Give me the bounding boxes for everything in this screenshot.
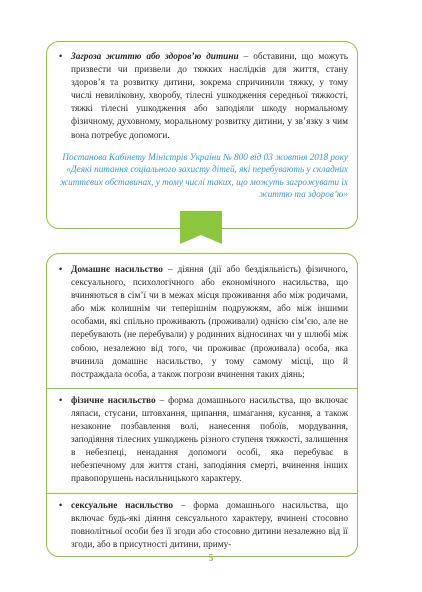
definition-term: фізичне насильство: [71, 395, 156, 406]
definition-term: сексуальне насильство: [71, 500, 174, 511]
definition-term: Домашнє насильство: [71, 265, 163, 275]
bullet-marker: •: [59, 265, 63, 275]
definition-text: – обставини, що можуть призвести чи призвели до тяжких наслідків для життя, стану здоров’я та розвитку дитини, зокрема спричинили тяжку, у тому числі невиліковну, хворобу, тілесні ушкодження середньої тяжкості, тяжкі тілесні ушкодження або заподіяли шкоду нормальному фізичному, духовному, моральному розвитку дитини, у зв’язку з чим вона потребує допомоги.: [71, 52, 348, 141]
page-number: 5: [208, 553, 214, 564]
bullet-marker: •: [59, 52, 63, 62]
definition-text: – форма домашнього насильства, що включає ляпаси, стусани, штовхання, щипання, шмагання, кусання, а також незаконне позбавлення волі, нанесення побоїв, мордування, заподіяння тілесних ушкоджень різного ступеня тяжкості, залишення в небезпеці, ненадання допомоги особі, яка перебуває в небезпечному для життя стані, заподіяння смерті, вчинення інших правопорушень насильницького характеру.: [71, 395, 348, 485]
bullet-marker: •: [59, 500, 63, 511]
definition-threat: [59, 51, 348, 143]
definition-physical-violence: [59, 395, 348, 487]
definition-box-threat: [46, 41, 358, 229]
definition-text: – форма домашнього насильства, що включає будь-які діяння сексуального характеру, вчинені стосовно повнолітньої особи без її згоди або стосовно дитини незалежно від її згоди, або в присутності дитини, приму-: [71, 500, 348, 550]
definition-term: Загроза життю або здоров’ю дитини: [71, 52, 239, 62]
ribbon-connector: [180, 211, 222, 244]
legal-citation: Постанова Кабінету Міністрів України № 800 від 03 жовтня 2018 року «Деякі питання соціального захисту дітей, які перебувають у складних життєвих обставинах, у тому числі таких, що можуть загрожувати їх життю та здоров’ю»: [59, 151, 348, 200]
definition-sexual-violence: [59, 500, 348, 552]
definition-box-violence: [46, 253, 358, 557]
section-divider: [47, 493, 357, 494]
definition-text: – діяння (дії або бездіяльність) фізичного, сексуального, психологічного або економічного насильства, що вчиняються в сім’ї чи в межах місця проживання або між родичами, або між колишнім чи теперішнім подружжям, або між іншими особами, які спільно проживають (проживали) однією сім’єю, але не перебувають (не перебували) у родинних відносинах чи у шлюбі між собою, незалежно від того, чи проживає (проживала) особа, яка вчинила домашнє насильство, у тому самому місці, що й постраждала особа, а також погрози вчинення таких діянь;: [71, 265, 348, 380]
bullet-marker: •: [59, 395, 63, 406]
definition-domestic-violence: [59, 264, 348, 382]
section-divider: [47, 388, 357, 389]
